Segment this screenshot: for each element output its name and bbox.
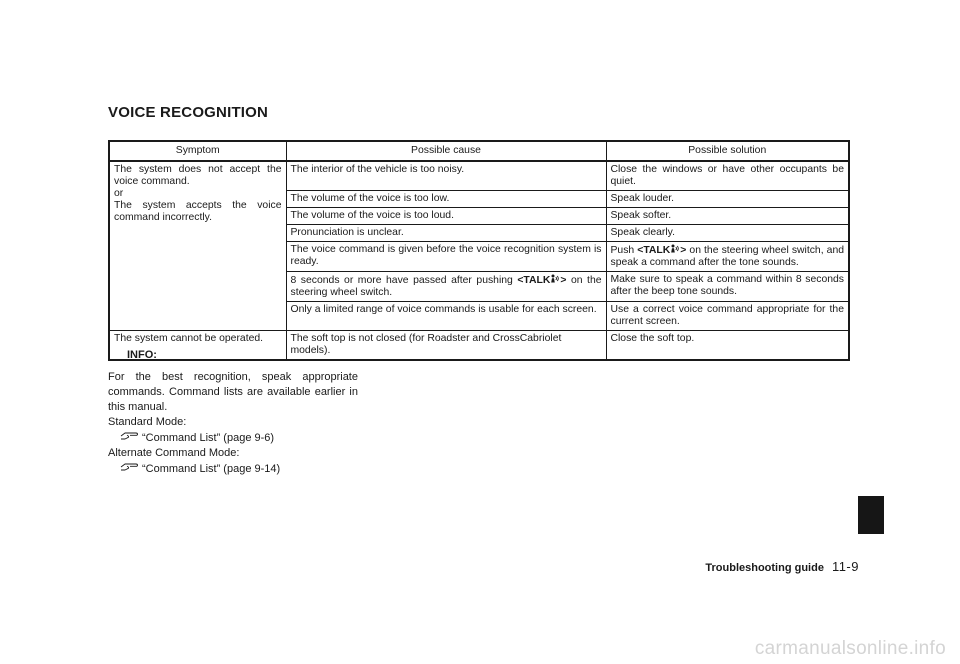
alternate-mode-label: Alternate Command Mode:	[108, 447, 240, 459]
cause-cell: The volume of the voice is too loud.	[286, 208, 606, 225]
cause-text: 8 seconds or more have passed after pushing	[290, 275, 518, 286]
info-title: INFO:	[127, 349, 157, 361]
cause-cell: The volume of the voice is too low.	[286, 191, 606, 208]
standard-mode-label: Standard Mode:	[108, 416, 187, 428]
header-possible-cause: Possible cause	[286, 141, 606, 161]
cause-cell: The soft top is not closed (for Roadster and CrossCabriolet models).	[286, 331, 606, 361]
solution-cell: Close the windows or have other occupants be quiet.	[606, 161, 849, 191]
symptom-cell	[109, 161, 286, 331]
talk-icon	[670, 245, 680, 256]
table-header-row	[109, 141, 849, 161]
page-footer	[705, 559, 859, 574]
talk-button-label: >	[680, 245, 687, 256]
cause-cell: Only a limited range of voice commands is usable for each screen.	[286, 302, 606, 331]
cause-cell	[286, 272, 606, 302]
cause-cell: Pronunciation is unclear.	[286, 225, 606, 242]
header-symptom: Symptom	[109, 141, 286, 161]
pointing-hand-icon	[120, 430, 140, 446]
symptom-text: The system does not accept the voice command.	[114, 164, 282, 187]
standard-mode-reference[interactable]	[108, 430, 358, 446]
watermark: carmanualsonline.info	[754, 638, 946, 659]
header-possible-solution: Possible solution	[606, 141, 849, 161]
symptom-or: or	[114, 188, 124, 199]
info-body	[108, 370, 358, 477]
section-title: VOICE RECOGNITION	[108, 104, 269, 121]
talk-button-label: <TALK	[637, 245, 671, 256]
alternate-mode-reference[interactable]	[108, 461, 358, 477]
voice-recognition-table	[108, 140, 850, 361]
solution-cell: Close the soft top.	[606, 331, 849, 361]
talk-button-label: >	[560, 275, 567, 286]
page-number: 11-9	[831, 559, 859, 574]
footer-section-title: Troubleshooting guide	[705, 562, 824, 574]
pointing-hand-icon	[120, 461, 140, 477]
table-row	[109, 331, 849, 361]
solution-text: Push	[610, 245, 638, 256]
info-text: For the best recognition, speak appropriate commands. Command lists are available earlier in this manual.	[108, 371, 358, 413]
solution-cell: Speak clearly.	[606, 225, 849, 242]
solution-cell: Speak softer.	[606, 208, 849, 225]
reference-link[interactable]: “Command List” (page 9-14)	[142, 462, 281, 475]
cause-text: on the steering wheel switch.	[290, 275, 602, 298]
solution-cell	[606, 242, 849, 272]
chapter-tab	[858, 496, 884, 534]
cause-cell: The voice command is given before the voice recognition system is ready.	[286, 242, 606, 272]
talk-icon	[550, 275, 560, 286]
solution-cell: Use a correct voice command appropriate for the current screen.	[606, 302, 849, 331]
solution-text: on the steering wheel switch, and speak a command after the tone sounds.	[610, 245, 844, 268]
talk-button-label: <TALK	[517, 275, 551, 286]
symptom-text: The system accepts the voice command incorrectly.	[114, 200, 282, 223]
cause-cell: The interior of the vehicle is too noisy.	[286, 161, 606, 191]
solution-cell: Make sure to speak a command within 8 seconds after the beep tone sounds.	[606, 272, 849, 302]
symptom-cell: The system cannot be operated.	[109, 331, 286, 361]
solution-cell: Speak louder.	[606, 191, 849, 208]
reference-link[interactable]: “Command List” (page 9-6)	[142, 431, 275, 444]
table-row	[109, 161, 849, 191]
